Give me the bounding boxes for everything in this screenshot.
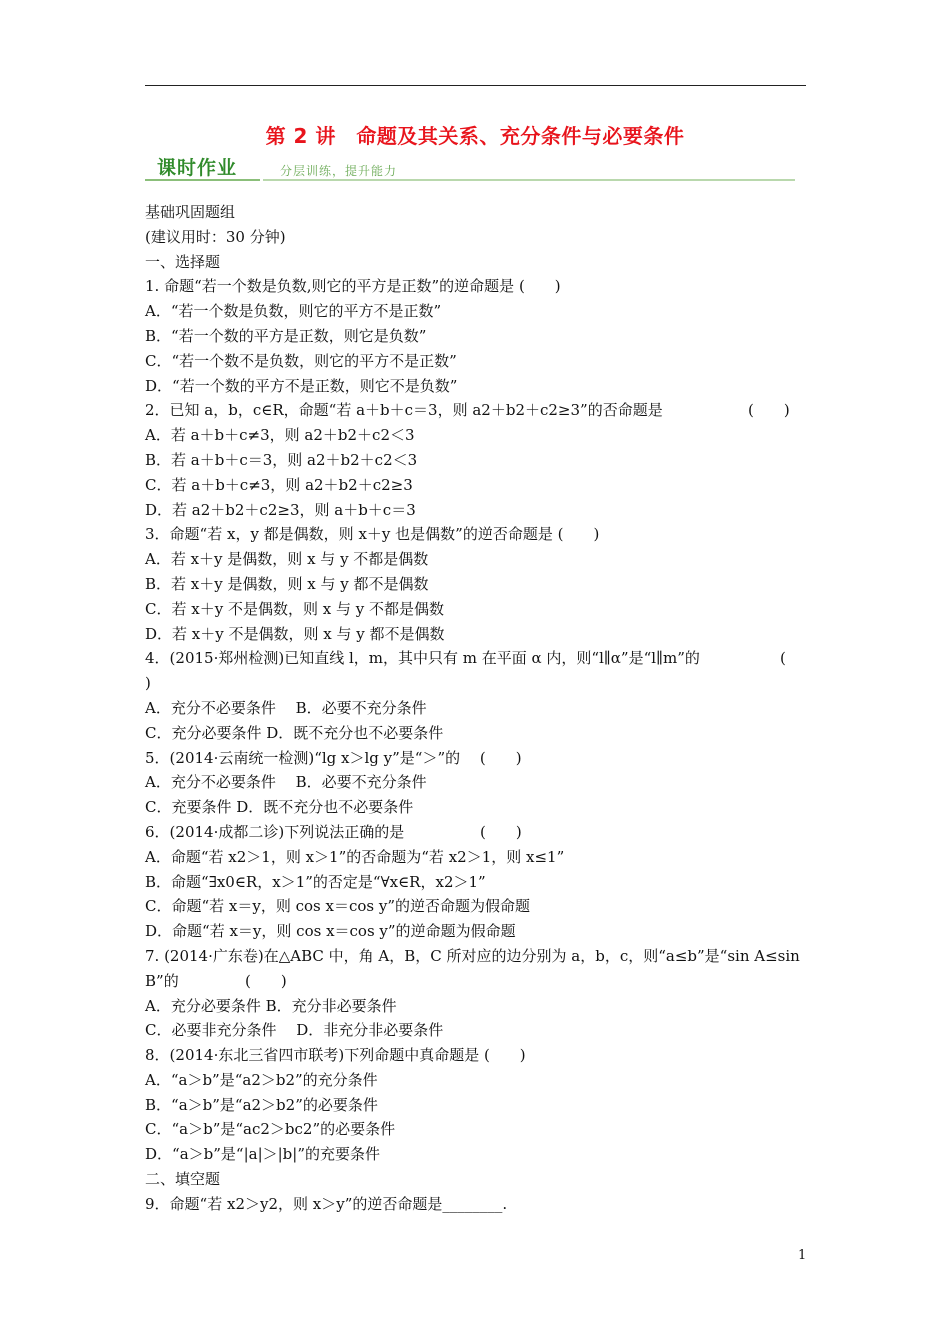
- question-6: [145, 820, 810, 845]
- option-line: A．若 a＋b＋c≠3，则 a2＋b2＋c2＜3: [145, 426, 415, 445]
- question-4-continuation: ): [145, 674, 151, 693]
- option-line: A．充分必要条件 B．充分非必要条件: [145, 996, 397, 1015]
- option-line: C．充分必要条件 D．既不充分也不必要条件: [145, 723, 444, 742]
- option-line: A．若 x＋y 是偶数，则 x 与 y 不都是偶数: [145, 550, 429, 569]
- option-line: C．若 x＋y 不是偶数，则 x 与 y 不都是偶数: [145, 599, 444, 618]
- header-rule: [145, 85, 806, 86]
- question-7-continuation: [145, 969, 810, 994]
- option-line: C．“若一个数不是负数，则它的平方不是正数”: [145, 351, 457, 370]
- question-4: [145, 646, 810, 671]
- answer-paren: ( ): [748, 401, 790, 420]
- option-line: B．“a＞b”是“a2＞b2”的必要条件: [145, 1095, 378, 1114]
- section-banner: [145, 150, 806, 184]
- question-7: 7. (2014·广东卷)在△ABC 中，角 A，B，C 所对应的边分别为 a，b，c，则“a≤b”是“sin A≤sin: [145, 946, 800, 965]
- question-9: 9．命题“若 x2＞y2，则 x＞y”的逆否命题是________.: [145, 1194, 508, 1213]
- option-line: C．若 a＋b＋c≠3，则 a2＋b2＋c2≥3: [145, 475, 413, 494]
- option-line: C．“a＞b”是“ac2＞bc2”的必要条件: [145, 1120, 396, 1139]
- option-line: D．“若一个数的平方不是正数，则它不是负数”: [145, 376, 458, 395]
- question-2: [145, 398, 810, 423]
- question-3: 3．命题“若 x，y 都是偶数，则 x＋y 也是偶数”的逆否命题是 ( ): [145, 525, 600, 544]
- option-line: D．“a＞b”是“|a|＞|b|”的充要条件: [145, 1145, 381, 1164]
- option-line: C．充要条件 D．既不充分也不必要条件: [145, 798, 414, 817]
- answer-paren: ( ): [480, 822, 522, 841]
- option-line: B．若 x＋y 是偶数，则 x 与 y 都不是偶数: [145, 574, 429, 593]
- question-8: 8．(2014·东北三省四市联考)下列命题中真命题是 ( ): [145, 1046, 526, 1065]
- question-1: 1. 命题“若一个数是负数,则它的平方是正数”的逆命题是 ( ): [145, 277, 561, 296]
- option-line: B．命题“∃x0∈R，x＞1”的否定是“∀x∈R，x2＞1”: [145, 872, 486, 891]
- question-6-text: 6．(2014·成都二诊)下列说法正确的是: [145, 822, 405, 841]
- exercise-content: [145, 200, 810, 1217]
- answer-paren: (: [780, 649, 786, 668]
- banner-rule: [263, 179, 795, 181]
- banner-label: 课时作业: [157, 157, 238, 179]
- question-2-text: 2．已知 a，b，c∈R，命题“若 a＋b＋c＝3，则 a2＋b2＋c2≥3”的否命题是: [145, 401, 663, 420]
- option-line: D．若 a2＋b2＋c2≥3，则 a＋b＋c＝3: [145, 500, 416, 519]
- question-7-tail: B”的: [145, 971, 179, 990]
- banner-underline: [145, 179, 260, 181]
- answer-paren: ( ): [245, 971, 287, 990]
- option-line: A．命题“若 x2＞1，则 x＞1”的否命题为“若 x2＞1，则 x≤1”: [145, 847, 565, 866]
- part-heading-choice: 一、选择题: [145, 252, 221, 271]
- question-4-text: 4．(2015·郑州检测)已知直线 l，m，其中只有 m 在平面 α 内，则“l∥α”是“l∥m”的: [145, 649, 700, 668]
- option-line: A．充分不必要条件 B．必要不充分条件: [145, 698, 427, 717]
- part-heading-fill: 二、填空题: [145, 1170, 221, 1189]
- option-line: B．若 a＋b＋c＝3，则 a2＋b2＋c2＜3: [145, 450, 418, 469]
- option-line: A．“若一个数是负数，则它的平方不是正数”: [145, 302, 442, 321]
- banner-subtitle: 分层训练，提升能力: [280, 164, 398, 178]
- section-heading: 基础巩固题组: [145, 203, 236, 221]
- page-title: 第 2 讲 命题及其关系、充分条件与必要条件: [265, 124, 685, 148]
- page-number: 1: [798, 1248, 807, 1263]
- option-line: C．必要非充分条件 D．非充分非必要条件: [145, 1021, 444, 1040]
- option-line: C．命题“若 x＝y，则 cos x＝cos y”的逆否命题为假命题: [145, 897, 531, 916]
- option-line: A．充分不必要条件 B．必要不充分条件: [145, 773, 427, 792]
- option-line: D．若 x＋y 不是偶数，则 x 与 y 都不是偶数: [145, 624, 445, 643]
- time-suggestion: (建议用时：30 分钟): [145, 227, 286, 246]
- option-line: B．“若一个数的平方是正数，则它是负数”: [145, 326, 427, 345]
- option-line: A．“a＞b”是“a2＞b2”的充分条件: [145, 1070, 378, 1089]
- question-5: 5．(2014·云南统一检测)“lg x＞lg y”是“＞”的 ( ): [145, 748, 522, 767]
- option-line: D．命题“若 x＝y，则 cos x＝cos y”的逆命题为假命题: [145, 922, 516, 941]
